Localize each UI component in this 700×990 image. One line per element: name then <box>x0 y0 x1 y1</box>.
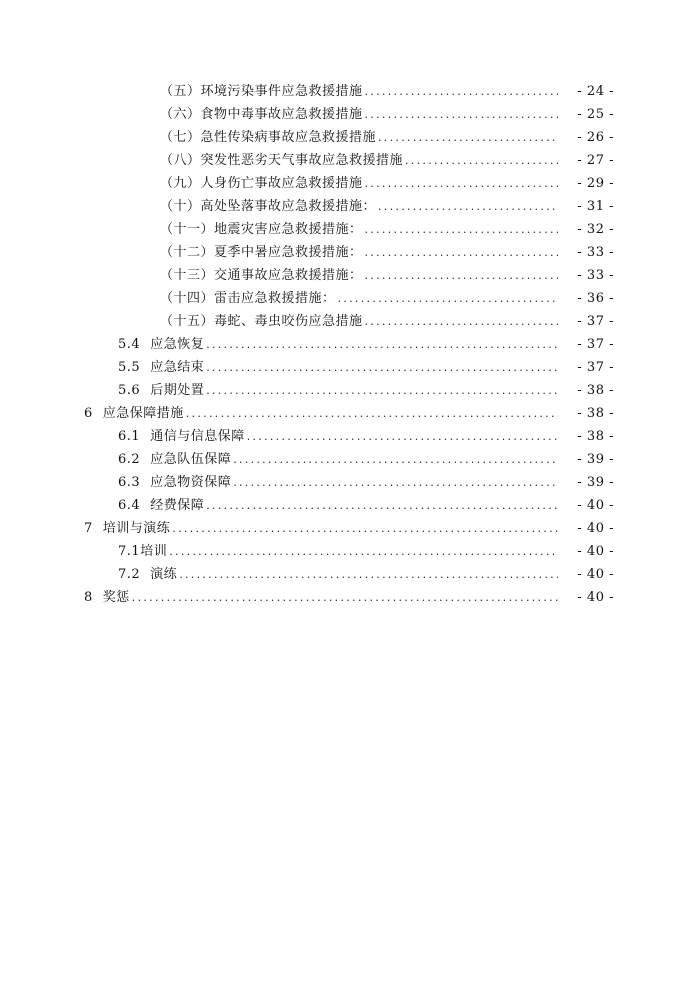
toc-entry-page: - 33 - <box>577 245 614 260</box>
toc-entry-number: 6.2 <box>118 452 141 467</box>
toc-entry-number: 5.5 <box>118 360 141 375</box>
toc-entry-page: - 32 - <box>577 222 614 237</box>
toc-entry[interactable] <box>0 149 700 172</box>
table-of-contents <box>0 80 700 609</box>
toc-entry-number: 5.4 <box>118 337 141 352</box>
toc-entry-label <box>84 586 130 609</box>
toc-entry-page: - 38 - <box>577 429 614 444</box>
toc-entry[interactable] <box>0 517 700 540</box>
toc-leader-dots <box>206 356 558 379</box>
toc-entry-page: - 38 - <box>577 406 614 421</box>
toc-entry-page: - 33 - <box>577 268 614 283</box>
toc-entry-page: - 39 - <box>577 452 614 467</box>
toc-entry-title: （九）人身伤亡事故应急救援措施 <box>160 176 363 191</box>
toc-entry-number: 6 <box>84 406 93 421</box>
toc-entry[interactable] <box>0 448 700 471</box>
toc-entry[interactable] <box>0 586 700 609</box>
toc-entry[interactable] <box>0 80 700 103</box>
toc-leader-dots <box>233 448 558 471</box>
toc-entry-page: - 29 - <box>577 176 614 191</box>
toc-entry-label <box>118 540 167 563</box>
toc-entry-label <box>118 448 231 471</box>
toc-entry-page: - 26 - <box>577 130 614 145</box>
toc-entry-page: - 40 - <box>577 544 614 559</box>
toc-leader-dots <box>132 586 558 609</box>
toc-leader-dots <box>179 563 558 586</box>
toc-entry-title: （十二）夏季中暑应急救援措施： <box>160 245 363 260</box>
toc-leader-dots <box>365 218 558 241</box>
toc-entry[interactable] <box>0 172 700 195</box>
toc-entry[interactable] <box>0 241 700 264</box>
toc-leader-dots <box>365 310 558 333</box>
toc-entry-number: 7.2 <box>118 567 141 582</box>
toc-entry-page: - 24 - <box>577 84 614 99</box>
toc-entry[interactable] <box>0 287 700 310</box>
toc-entry-title: （十）高处坠落事故应急救援措施： <box>160 199 377 214</box>
toc-entry-title: （七）急性传染病事故应急救援措施 <box>160 130 377 145</box>
toc-entry[interactable] <box>0 540 700 563</box>
toc-entry[interactable] <box>0 563 700 586</box>
toc-entry[interactable] <box>0 402 700 425</box>
toc-entry-title: 应急结束 <box>150 360 205 375</box>
toc-entry-title: 应急恢复 <box>150 337 205 352</box>
toc-entry-label <box>118 494 204 517</box>
toc-entry-page: - 39 - <box>577 475 614 490</box>
toc-entry-title: 经费保障 <box>150 498 205 513</box>
toc-entry-page: - 40 - <box>577 567 614 582</box>
toc-entry-title: （六）食物中毒事故应急救援措施 <box>160 107 363 122</box>
toc-entry[interactable] <box>0 218 700 241</box>
toc-entry[interactable] <box>0 425 700 448</box>
toc-entry-page: - 37 - <box>577 337 614 352</box>
toc-entry-title: （五）环境污染事件应急救援措施 <box>160 84 363 99</box>
toc-leader-dots <box>378 126 558 149</box>
toc-entry-number: 7 <box>84 521 93 536</box>
toc-entry-title: 通信与信息保障 <box>150 429 245 444</box>
toc-leader-dots <box>247 425 558 448</box>
toc-leader-dots <box>365 80 558 103</box>
toc-entry-page: - 36 - <box>577 291 614 306</box>
toc-entry-page: - 25 - <box>577 107 614 122</box>
toc-leader-dots <box>365 264 558 287</box>
toc-leader-dots <box>365 172 558 195</box>
toc-entry-label <box>84 517 170 540</box>
toc-entry[interactable] <box>0 494 700 517</box>
toc-leader-dots <box>378 195 558 218</box>
toc-entry-title: 应急物资保障 <box>150 475 232 490</box>
toc-entry-label <box>118 333 204 356</box>
toc-leader-dots <box>405 149 558 172</box>
toc-entry-label <box>118 563 177 586</box>
toc-leader-dots <box>338 287 558 310</box>
toc-entry-title: 培训与演练 <box>102 521 171 536</box>
toc-entry[interactable] <box>0 126 700 149</box>
toc-leader-dots <box>233 471 558 494</box>
toc-entry-title: （十三）交通事故应急救援措施： <box>160 268 363 283</box>
toc-entry-title: （十四）雷击应急救援措施： <box>160 291 336 306</box>
toc-entry-label <box>84 402 184 425</box>
toc-entry[interactable] <box>0 103 700 126</box>
toc-entry-title: 应急保障措施 <box>102 406 184 421</box>
toc-entry-page: - 37 - <box>577 314 614 329</box>
toc-entry[interactable] <box>0 264 700 287</box>
toc-entry-title: 培训 <box>140 544 168 559</box>
toc-entry-number: 6.3 <box>118 475 141 490</box>
toc-entry[interactable] <box>0 333 700 356</box>
toc-entry-title: 演练 <box>150 567 178 582</box>
toc-entry-number: 7.1 <box>118 544 141 559</box>
toc-entry-label <box>118 425 245 448</box>
toc-entry-title: （八）突发性恶劣天气事故应急救援措施 <box>160 153 404 168</box>
toc-entry-number: 5.6 <box>118 383 141 398</box>
toc-entry[interactable] <box>0 379 700 402</box>
toc-entry-number: 6.1 <box>118 429 141 444</box>
toc-leader-dots <box>206 494 558 517</box>
toc-entry-title: （十一）地震灾害应急救援措施： <box>160 222 363 237</box>
toc-entry-title: （十五）毒蛇、毒虫咬伤应急措施 <box>160 314 363 329</box>
toc-leader-dots <box>365 241 558 264</box>
toc-entry-page: - 31 - <box>577 199 614 214</box>
toc-entry-number: 6.4 <box>118 498 141 513</box>
toc-leader-dots <box>169 540 558 563</box>
toc-entry-label <box>118 471 231 494</box>
toc-entry-label <box>118 379 204 402</box>
toc-entry[interactable] <box>0 195 700 218</box>
toc-entry-page: - 27 - <box>577 153 614 168</box>
toc-entry-number: 8 <box>84 590 93 605</box>
toc-entry-page: - 38 - <box>577 383 614 398</box>
toc-entry-page: - 40 - <box>577 590 614 605</box>
toc-leader-dots <box>172 517 558 540</box>
toc-leader-dots <box>206 333 558 356</box>
toc-entry[interactable] <box>0 471 700 494</box>
toc-leader-dots <box>365 103 558 126</box>
toc-entry-title: 应急队伍保障 <box>150 452 232 467</box>
toc-leader-dots <box>206 379 558 402</box>
toc-entry-page: - 40 - <box>577 521 614 536</box>
toc-entry-page: - 40 - <box>577 498 614 513</box>
toc-entry-label <box>118 356 204 379</box>
toc-entry-page: - 37 - <box>577 360 614 375</box>
toc-entry-title: 后期处置 <box>150 383 205 398</box>
toc-entry[interactable] <box>0 356 700 379</box>
toc-leader-dots <box>186 402 558 425</box>
toc-entry[interactable] <box>0 310 700 333</box>
toc-entry-title: 奖惩 <box>102 590 130 605</box>
